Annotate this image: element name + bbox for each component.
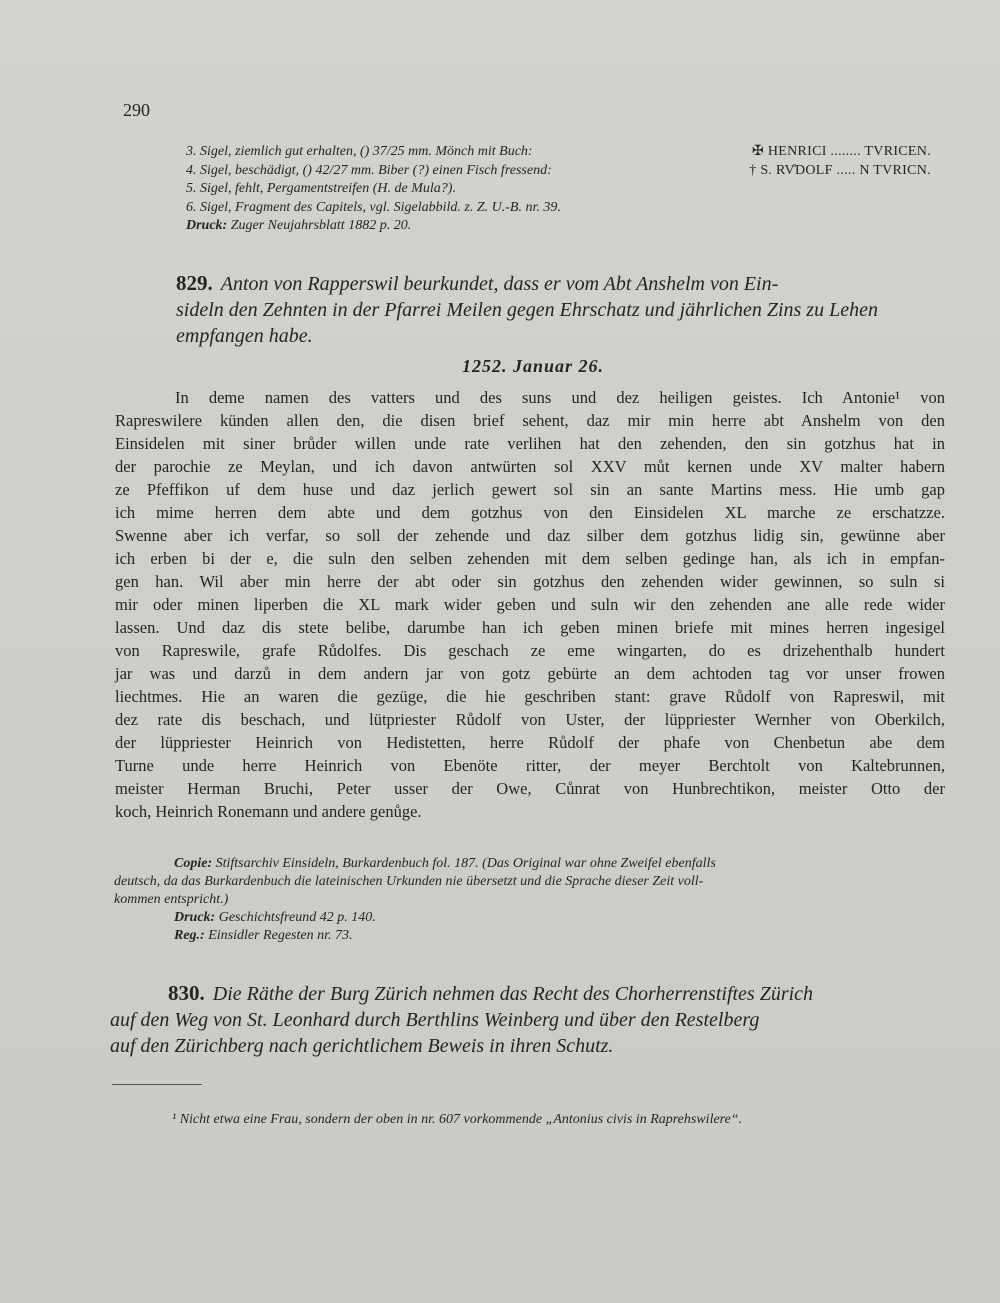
document-829-heading: 829. Anton von Rapperswil beurkundet, dass er vom Abt Anshelm von Ein- sideln den Zehnten in der Pfarrei Meilen gegen Ehrschatz und jährlichen Zins zu Lehen empfangen habe. xyxy=(176,271,878,347)
seal-note-4: 4. Sigel, beschädigt, () 42/27 mm. Biber (?) einen Fisch fressend: † S. RV̊DOLF ..... N TVRICN. xyxy=(186,162,931,178)
seal-note-3: 3. Sigel, ziemlich gut erhalten, () 37/25 mm. Mönch mit Buch: ✠ HENRICI ........ TVRICEN. xyxy=(186,144,931,159)
print-note: Druck: Zuger Neujahrsblatt 1882 p. 20. xyxy=(186,218,412,233)
page-number: 290 xyxy=(123,100,150,120)
print-note-829: Druck: Geschichtsfreund 42 p. 140. xyxy=(174,910,376,925)
seal-note-6: 6. Sigel, Fragment des Capitels, vgl. Sigelabbild. z. Z. U.-B. nr. 39. xyxy=(186,199,561,215)
document-number: 830. xyxy=(168,981,205,1005)
document-829-sources: Copie: Stiftsarchiv Einsideln, Burkardenbuch fol. 187. (Das Original war ohne Zweifel ebenfalls deutsch, da das Burkardenbuch die lateinischen Urkunden nie übersetzt und die Sprache dieser Zeit voll- kommen entspricht.) Druck: Geschichtsfreund 42 p. 140. Reg.: Einsidler Regesten nr. 73. xyxy=(174,855,939,945)
document-829-text: In deme namen des vatters und des suns und dez heiligen geistes. Ich Antonie¹ von Rapreswilere künden allen den, die disen brief sehent, daz mir min herre abt Anshelm von den Einsidelen mit siner brůder willen unde rate verlihen hat den zehenden, den sin gotzhus hat in der parochie ze Meylan, und ich davon antwürten sol XXV můt kernen unde XV malter habern ze Pfeffikon uf dem huse und daz jerlich gewert sol sin an sante Martins mess. Hie umb gap ich mime herren dem abte und dem gotzhus von den Einsidelen XL marche ze erschatzze. Swenne aber ich verfar, so soll der zehende und daz silber dem gotzhus lidig sin, gewünne aber ich erben bi der e, die suln den selben zehenden mit dem selben gedinge han, als ich in empfan- gen han. Wil aber min herre der abt oder sin gotzhus den zehenden wider gewinnen, so suln si mir oder minen liperben die XL mark wider geben und suln wir den zehenden ane alle rede wider lassen. Und daz dis stete belibe, darumbe han ich geben minen briefe mit mines herren ingesigel von Rapreswile, grafe Růdolfes. Dis geschach ze eme wingarten, do es drizehenthalb hundert jar was und darzů in dem andern jar von gotz gebürte an dem achtoden tag vor unser frowen liechtmes. Hie an waren die gezüge, die hie geschriben stant: grave Růdolf von Rapreswil, mit dez rate dis beschach, und lütpriester Růdolf von Uster, der lüppriester Wernher von Oberkilch, der lüppriester Heinrich von Hedistetten, herre Růdolf der phafe von Chenbetun abe dem Turne unde herre Heinrich von Ebenöte ritter, der meyer Berchtolt von Kaltebrunnen, meister Herman Bruchi, Peter usser der Owe, Cůnrat von Hunbrechtikon, meister Otto der koch, Heinrich Ronemann und andere genůge. xyxy=(115,388,945,821)
footnote-divider xyxy=(112,1084,202,1085)
document-date: 1252. Januar 26. xyxy=(461,356,605,376)
footnote: ¹ Nicht etwa eine Frau, sondern der oben in nr. 607 vorkommende „Antonius civis in Raprehswilere“. xyxy=(172,1112,743,1127)
document-830-heading: 830. Die Räthe der Burg Zürich nehmen das Recht des Chorherrenstiftes Zürich auf den Weg von St. Leonhard durch Berthlins Weinberg und über den Restelberg auf den Zürichberg nach gerichtlichem Beweis in ihren Schutz. xyxy=(110,981,814,1057)
seal-notes xyxy=(186,143,931,236)
seal-note-5: 5. Sigel, fehlt, Pergamentstreifen (H. de Mula?). xyxy=(186,181,456,196)
copy-note: Copie: Stiftsarchiv Einsideln, Burkardenbuch fol. 187. (Das Original war ohne Zweifel ebenfalls xyxy=(174,856,716,871)
regest-note: Reg.: Einsidler Regesten nr. 73. xyxy=(174,928,353,943)
document-number: 829. xyxy=(176,271,213,295)
